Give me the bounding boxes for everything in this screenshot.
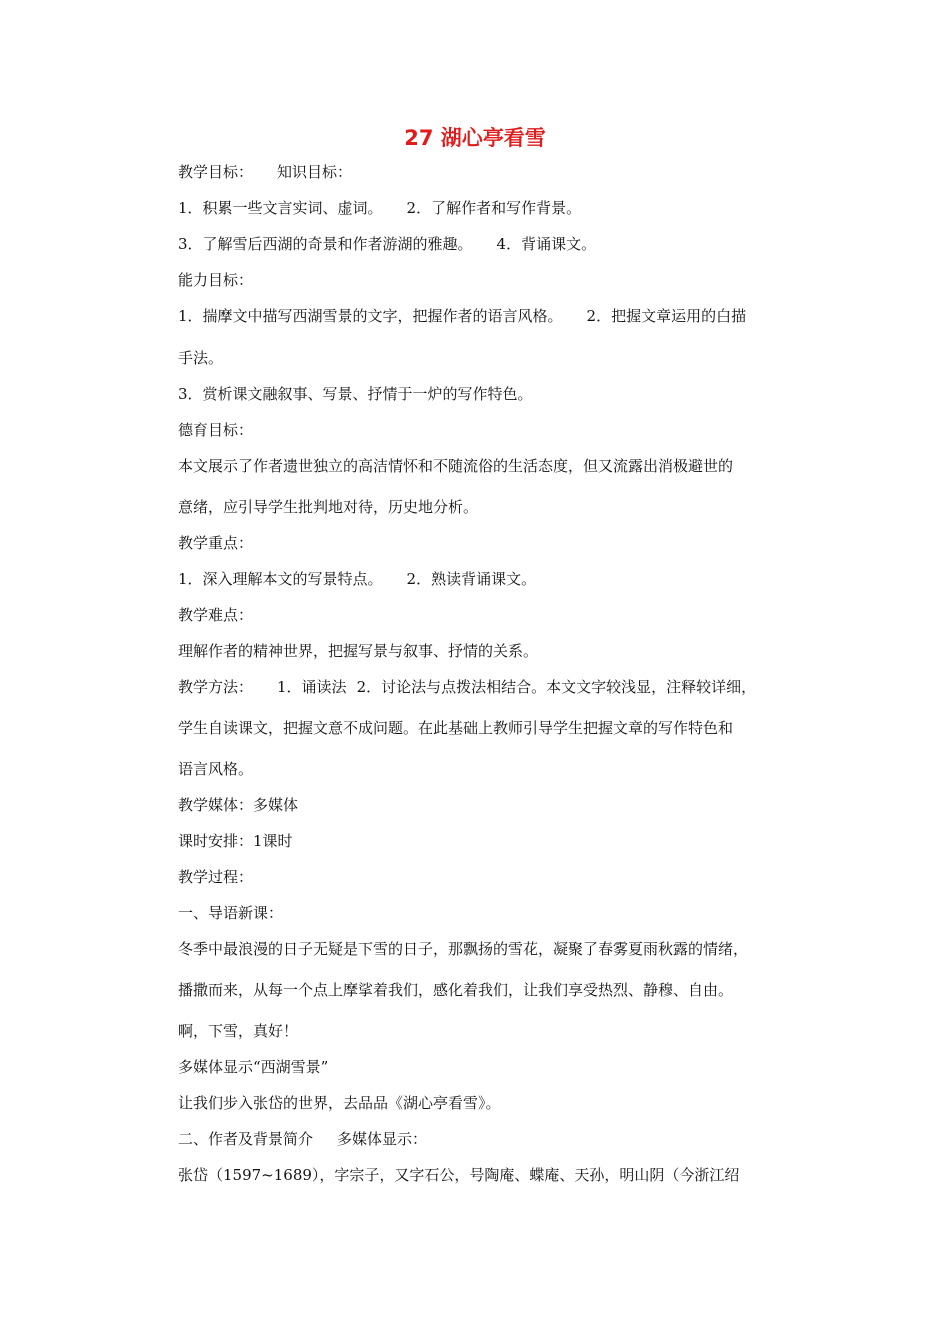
author-bio-line-1: 张岱（1597~1689），字宗子，又字石公，号陶庵、蝶庵、天孙，明山阴（今浙江绍: [178, 1166, 740, 1184]
methods-line-2: 学生自读课文，把握文意不成问题。在此基础上教师引导学生把握文章的写作特色和: [178, 719, 734, 737]
objectives-heading-line: [178, 161, 352, 183]
intro-paragraph-line-2: 播撒而来，从每一个点上摩挲着我们，感化着我们，让我们享受热烈、静穆、自由。: [178, 981, 734, 999]
knowledge-item-2: 2．了解作者和写作背景。: [406, 199, 582, 217]
ability-item-2-start: 2．把握文章运用的白描: [586, 307, 747, 325]
moral-paragraph-line-2: 意绪，应引导学生批判地对待，历史地分析。: [178, 498, 479, 516]
teaching-media: 教学媒体：多媒体: [178, 796, 299, 814]
methods-line-3: 语言风格。: [178, 760, 254, 778]
document-title: 27 湖心亭看雪: [404, 126, 546, 150]
knowledge-line-2: [178, 233, 596, 255]
method-2: 2．讨论法与点拨法相结合。本文文字较浅显，注释较详细，: [356, 678, 757, 696]
section-2-heading: 二、作者及背景简介: [178, 1130, 314, 1148]
difficulties-text: 理解作者的精神世界，把握写景与叙事、抒情的关系。: [178, 642, 539, 660]
knowledge-objectives-heading: 知识目标：: [277, 163, 353, 181]
intro-paragraph-line-1: 冬季中最浪漫的日子无疑是下雪的日子，那飘扬的雪花，凝聚了春雾夏雨秋露的情绪，: [178, 940, 749, 958]
key-points-line: [178, 568, 536, 590]
moral-paragraph-line-1: 本文展示了作者遗世独立的高洁情怀和不随流俗的生活态度，但又流露出消极避世的: [178, 457, 734, 475]
methods-line-1: [178, 676, 756, 698]
process-heading: 教学过程：: [178, 868, 254, 886]
knowledge-line-1: [178, 197, 581, 219]
difficulties-heading: 教学难点：: [178, 606, 254, 624]
methods-heading: 教学方法：: [178, 678, 254, 696]
moral-objectives-heading: 德育目标：: [178, 421, 254, 439]
knowledge-item-1: 1．积累一些文言实词、虚词。: [178, 199, 383, 217]
objectives-heading: 教学目标：: [178, 163, 254, 181]
key-point-2: 2．熟读背诵课文。: [406, 570, 537, 588]
section-1-heading: 一、导语新课：: [178, 904, 284, 922]
ability-item-2-end: 手法。: [178, 349, 224, 367]
ability-item-3: 3．赏析课文融叙事、写景、抒情于一炉的写作特色。: [178, 385, 533, 403]
ability-objectives-heading: 能力目标：: [178, 271, 254, 289]
method-1: 1．诵读法: [277, 678, 347, 696]
key-points-heading: 教学重点：: [178, 534, 254, 552]
key-point-1: 1．深入理解本文的写景特点。: [178, 570, 383, 588]
media-display-note: 多媒体显示“西湖雪景”: [178, 1058, 329, 1076]
knowledge-item-3: 3．了解雪后西湖的奇景和作者游湖的雅趣。: [178, 235, 473, 253]
section-2-media-note: 多媒体显示：: [337, 1130, 428, 1148]
class-schedule: 课时安排：1课时: [178, 832, 293, 850]
section-2-heading-line: [178, 1128, 427, 1150]
intro-exclamation: 啊，下雪，真好！: [178, 1022, 299, 1040]
intro-lead-in: 让我们步入张岱的世界，去品品《湖心亭看雪》。: [178, 1094, 501, 1112]
ability-line-1: [178, 305, 746, 327]
ability-item-1: 1．揣摩文中描写西湖雪景的文字，把握作者的语言风格。: [178, 307, 563, 325]
knowledge-item-4: 4．背诵课文。: [496, 235, 597, 253]
